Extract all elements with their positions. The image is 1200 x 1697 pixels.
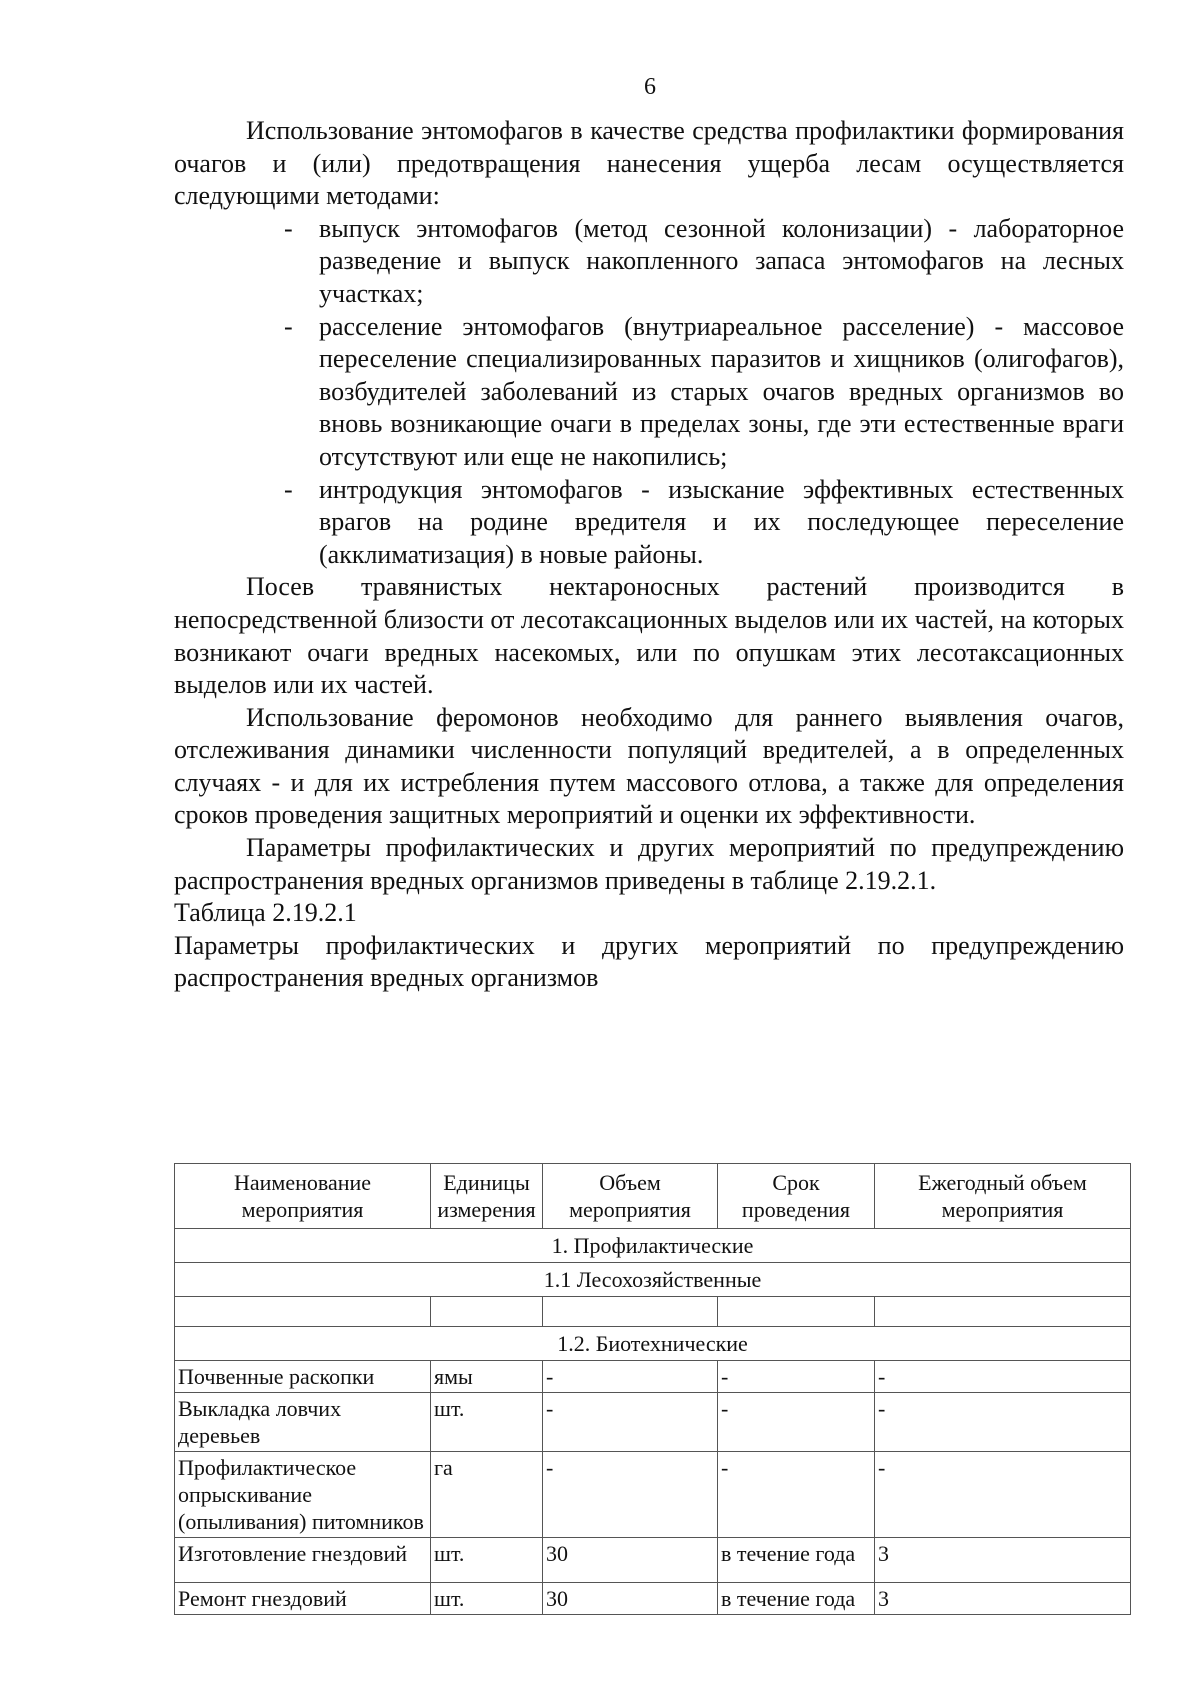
paragraph-entomophages: Использование энтомофагов в качестве средства профилактики формирования очагов и (или) предотвращения нанесения ущерба лесам осуществляется следующими методами: [174, 116, 1124, 211]
header-cell: Наименование мероприятия [175, 1164, 431, 1229]
table-cell [175, 1297, 431, 1327]
table-cell [875, 1297, 1131, 1327]
table-cell [431, 1297, 543, 1327]
list-item: - расселение энтомофагов (внутриареальное расселение) - массовое переселение специализированных паразитов и хищников (олигофагов), возбудителей заболеваний из старых очагов вредных организмов во вновь возникающие очаги в пределах зоны, где эти естественные враги отсутствуют или еще не накопились; [319, 311, 1124, 474]
table-row-empty [175, 1297, 1131, 1327]
table-cell: 30 [543, 1583, 718, 1615]
header-cell: Срок проведения [718, 1164, 875, 1229]
table-cell: Выкладка ловчих деревьев [175, 1393, 431, 1452]
page-number: 6 [644, 74, 656, 100]
table-cell: - [543, 1361, 718, 1393]
section-prophylactic: 1. Профилактические [175, 1229, 1131, 1263]
table-cell: шт. [431, 1583, 543, 1615]
table-row [175, 1361, 1131, 1393]
paragraph-parameters: Параметры профилактических и других мероприятий по предупреждению распространения вредных организмов приведены в таблице 2.19.2.1. [174, 833, 1124, 895]
table-cell [543, 1297, 718, 1327]
table-title: Параметры профилактических и других мероприятий по предупреждению распространения вредных организмов [174, 930, 1124, 993]
header-cell: Ежегодный объем мероприятия [875, 1164, 1131, 1229]
measures-table [174, 1163, 1131, 1615]
table-header-row [175, 1164, 1131, 1229]
table-row [175, 1538, 1131, 1583]
paragraph-pheromones: Использование феромонов необходимо для раннего выявления очагов, отслеживания динамики численности популяций вредителей, а в определенных случаях - и для их истребления путем массового отлова, а также для определения сроков проведения защитных мероприятий и оценки их эффективности. [174, 702, 1124, 830]
table-cell [718, 1297, 875, 1327]
paragraph-nectar-plants: Посев травянистых нектароносных растений производится в непосредственной близости от лесотаксационных выделов или их частей, на которых возникают очаги вредных насекомых, или по опушкам этих лесотаксационных выделов или их частей. [174, 572, 1124, 700]
table-cell: Почвенные раскопки [175, 1361, 431, 1393]
table-cell: - [718, 1452, 875, 1538]
table-cell: 30 [543, 1538, 718, 1583]
document-body [174, 115, 1124, 995]
table-cell: 3 [875, 1583, 1131, 1615]
section-row [175, 1263, 1131, 1297]
methods-list [174, 213, 1124, 572]
section-forestry: 1.1 Лесохозяйственные [175, 1263, 1131, 1297]
section-row [175, 1327, 1131, 1361]
table-cell: - [875, 1452, 1131, 1538]
table-row [175, 1393, 1131, 1452]
table-cell: шт. [431, 1393, 543, 1452]
table-cell: - [875, 1393, 1131, 1452]
table-caption: Таблица 2.19.2.1 [174, 898, 357, 928]
table-cell: Изготовление гнездовий [175, 1538, 431, 1583]
section-row [175, 1229, 1131, 1263]
table-cell: шт. [431, 1538, 543, 1583]
table-cell: - [543, 1393, 718, 1452]
table-cell: ямы [431, 1361, 543, 1393]
table-row [175, 1583, 1131, 1615]
header-cell: Единицы измерения [431, 1164, 543, 1229]
header-cell: Объем мероприятия [543, 1164, 718, 1229]
table-cell: Профилактическое опрыскивание (опыливания) питомников [175, 1452, 431, 1538]
table-cell: - [718, 1393, 875, 1452]
table-cell: га [431, 1452, 543, 1538]
table-row [175, 1452, 1131, 1538]
table-cell: Ремонт гнездовий [175, 1583, 431, 1615]
section-biotechnical: 1.2. Биотехнические [175, 1327, 1131, 1361]
table-cell: в течение года [718, 1538, 875, 1583]
table-cell: - [718, 1361, 875, 1393]
table-cell: - [543, 1452, 718, 1538]
table-cell: в течение года [718, 1583, 875, 1615]
table-cell: 3 [875, 1538, 1131, 1583]
table-cell: - [875, 1361, 1131, 1393]
list-item: - выпуск энтомофагов (метод сезонной колонизации) - лабораторное разведение и выпуск накопленного запаса энтомофагов на лесных участках; [319, 213, 1124, 311]
list-item: - интродукция энтомофагов - изыскание эффективных естественных врагов на родине вредителя и их последующее переселение (акклиматизация) в новые районы. [319, 474, 1124, 572]
